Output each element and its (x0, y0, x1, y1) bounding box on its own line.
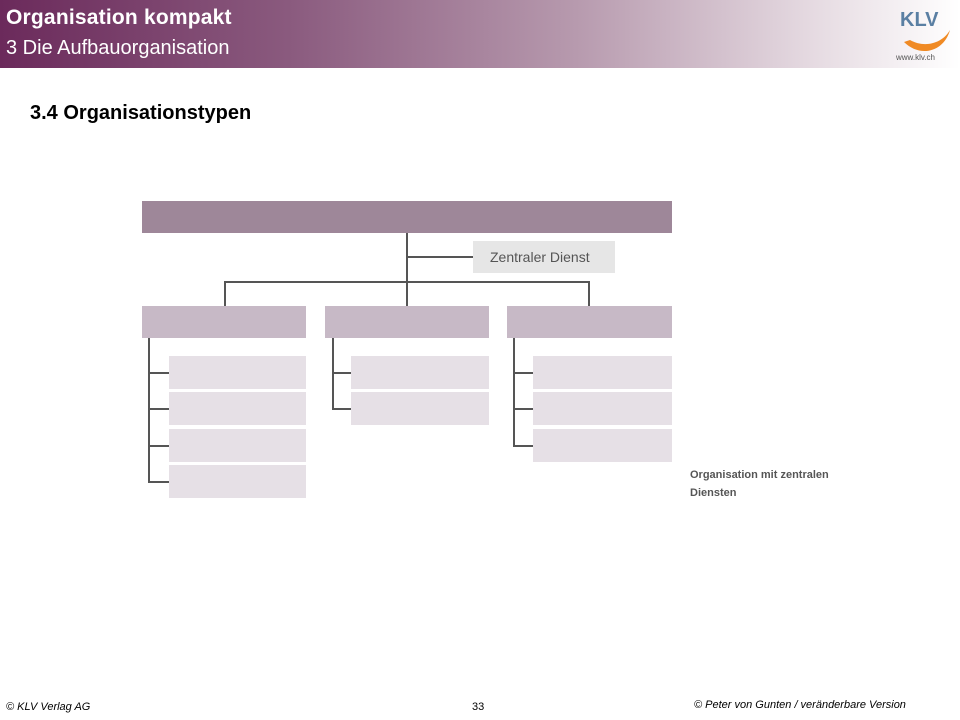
caption-line: Diensten (690, 487, 737, 499)
unit-box (169, 465, 306, 498)
connector-line (513, 408, 533, 410)
connector-line (513, 338, 515, 447)
central-service-label: Zentraler Dienst (490, 249, 590, 265)
connector-line (332, 372, 351, 374)
division-box-1 (142, 306, 306, 338)
unit-box (533, 429, 672, 462)
connector-line (148, 408, 169, 410)
unit-box (169, 356, 306, 389)
connector-line (332, 338, 334, 410)
central-service-box (473, 241, 615, 273)
unit-box (533, 356, 672, 389)
division-box-3 (507, 306, 672, 338)
diagram-caption (690, 466, 829, 502)
connector-line (332, 408, 351, 410)
page-number: 33 (472, 701, 485, 713)
unit-box (351, 356, 489, 389)
footer-copyright: © KLV Verlag AG (6, 701, 91, 713)
section-title: 3.4 Organisationstypen (30, 102, 252, 124)
unit-box (533, 392, 672, 425)
logo-text: KLV (900, 9, 939, 31)
unit-box (169, 392, 306, 425)
connector-line (148, 481, 169, 483)
chapter-subtitle: 3 Die Aufbauorganisation (6, 37, 230, 59)
division-box-2 (325, 306, 489, 338)
unit-box (351, 392, 489, 425)
connector-line (406, 233, 408, 306)
connector-line (406, 256, 473, 258)
top-management-box (142, 201, 672, 233)
caption-line: Organisation mit zentralen (690, 469, 829, 481)
connector-line (513, 445, 533, 447)
connector-line (148, 445, 169, 447)
connector-line (148, 372, 169, 374)
header-banner (0, 0, 960, 68)
connector-line (224, 281, 226, 306)
unit-box (169, 429, 306, 462)
logo-url: www.klv.ch (896, 53, 935, 62)
footer-author: © Peter von Gunten / veränderbare Version (694, 699, 906, 711)
connector-line (148, 338, 150, 483)
connector-line (513, 372, 533, 374)
presentation-title: Organisation kompakt (6, 6, 232, 29)
connector-line (224, 281, 590, 283)
connector-line (588, 281, 590, 306)
